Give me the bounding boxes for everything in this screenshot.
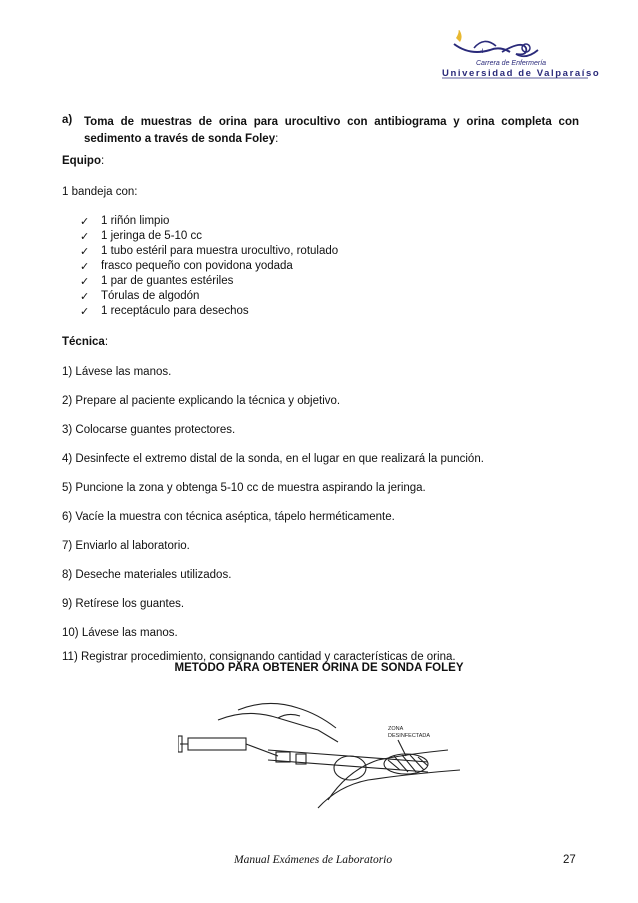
foley-catheter-illustration [178,690,463,810]
step: 8) Deseche materiales utilizados. [62,569,232,581]
step: 5) Puncione la zona y obtenga 5-10 cc de muestra aspirando la jeringa. [62,482,426,494]
step: 3) Colocarse guantes protectores. [62,424,236,436]
list-item: 1 receptáculo para desechos [101,305,249,317]
list-item: 1 par de guantes estériles [101,275,234,287]
check-icon: ✓ [80,231,90,243]
check-icon: ✓ [80,276,90,288]
list-item: 1 tubo estéril para muestra urocultivo, rotulado [101,245,339,257]
svg-text:+: + [480,46,486,56]
footer-title: Manual Exámenes de Laboratorio [234,854,393,866]
list-item: 1 riñón limpio [101,215,170,227]
check-icon: ✓ [80,291,90,303]
equipo-intro: 1 bandeja con: [62,186,138,198]
check-icon: ✓ [80,306,90,318]
section-marker: a) [62,114,73,126]
figure-heading: METODO PARA OBTENER ORINA DE SONDA FOLEY [174,662,464,674]
zone-label-line2: DESINFECTADA [388,733,431,739]
step: 9) Retírese los guantes. [62,598,185,610]
check-icon: ✓ [80,261,90,273]
list-item: 1 jeringa de 5-10 cc [101,230,203,242]
zone-label-line1: ZONA [388,726,404,732]
step: 4) Desinfecte el extremo distal de la sonda, en el lugar en que realizará la punción. [62,453,484,465]
step: 6) Vacíe la muestra con técnica aséptica, tápelo herméticamente. [62,511,395,523]
step: 11) Registrar procedimiento, consignando cantidad y características de orina. [62,651,456,663]
page-number: 27 [563,854,576,866]
logo-title: Universidad de Valparaíso [442,68,601,79]
step: 1) Lávese las manos. [62,366,172,378]
section-title: Toma de muestras de orina para urocultivo con antibiograma y orina completa con sedimento a través de sonda Foley: [84,116,579,145]
tecnica-heading: Técnica: [62,336,109,348]
step: 7) Enviarlo al laboratorio. [62,540,190,552]
logo-subtitle: Carrera de Enfermería [476,60,547,67]
list-item: frasco pequeño con povidona yodada [101,260,293,272]
equipo-heading: Equipo: [62,155,105,167]
step: 10) Lávese las manos. [62,627,178,639]
check-icon: ✓ [80,216,90,228]
list-item: Tórulas de algodón [101,290,200,302]
step: 2) Prepare al paciente explicando la técnica y objetivo. [62,395,341,407]
check-icon: ✓ [80,246,90,258]
